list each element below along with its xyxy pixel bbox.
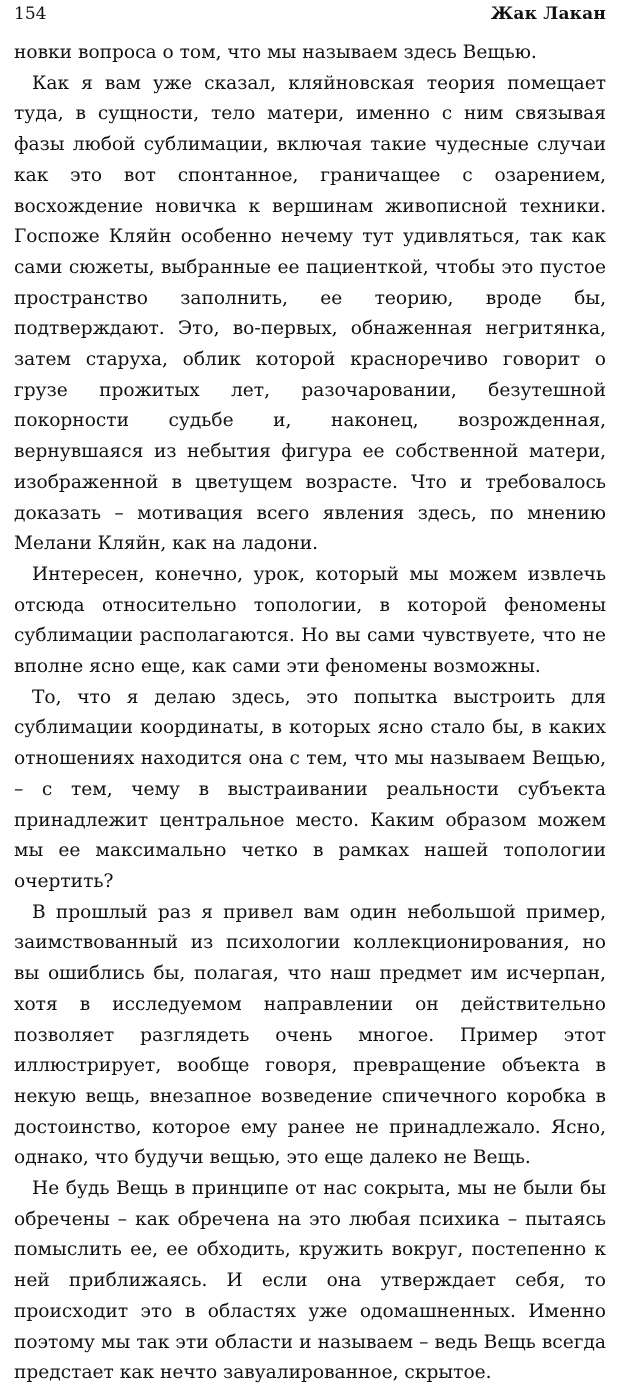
- paragraph-continuation: новки вопроса о том, что мы называем здесь Вещью.: [14, 42, 537, 63]
- body-text: [14, 38, 606, 1389]
- paragraph: Не будь Вещь в принципе от нас сокрыта, мы не были бы обречены – как обречена на это любая психика – пытаясь помыслить ее, ее обходить, кружить вокруг, постепенно к ней приближаясь. И если она утверждает себя, то происходит это в областях уже одомашненных. Именно поэтому мы так эти области и называем – ведь Вещь всегда предстает как нечто завуалированное, скрытое.: [14, 1178, 606, 1384]
- paragraph: Как я вам уже сказал, кляйновская теория помещает туда, в сущности, тело матери, именно с ним связывая фазы любой сублимации, включая такие чудесные случаи как это вот спонтанное, граничащее с озарением, восхождение новичка к вершинам живописной техники. Госпоже Кляйн особенно нечему тут удивляться, так как сами сюжеты, выбранные ее пациенткой, чтобы это пустое пространство заполнить, ее теорию, вроде бы, подтверждают. Это, во-первых, обнаженная негритянка, затем старуха, облик которой красноречиво говорит о грузе прожитых лет, разочаровании, безутешной покорности судьбе и, наконец, возрожденная, вернувшаяся из небытия фигура ее собственной матери, изображенной в цветущем возрасте. Что и требовалось доказать – мотивация всего явления здесь, по мнению Мелани Кляйн, как на ладони.: [14, 72, 606, 555]
- paragraph: В прошлый раз я привел вам один небольшой пример, заимствованный из психологии коллекционирования, но вы ошиблись бы, полагая, что наш предмет им исчерпан, хотя в исследуемом направлении он действительно позволяет разглядеть очень многое. Пример этот иллюстрирует, вообще говоря, превращение объекта в некую вещь, внезапное возведение спичечного коробка в достоинство, которое ему ранее не принадлежало. Ясно, однако, что будучи вещью, это еще далеко не Вещь.: [14, 901, 606, 1169]
- paragraph: Интересен, конечно, урок, который мы можем извлечь отсюда относительно топологии, в которой феномены сублимации располагаются. Но вы сами чувствуете, что не вполне ясно еще, как сами эти феномены возможны.: [14, 563, 606, 678]
- page-number: 154: [14, 4, 47, 24]
- paragraph: То, что я делаю здесь, это попытка выстроить для сублимации координаты, в которых ясно стало бы, в каких отношениях находится она с тем, что мы называем Вещью, – с тем, чему в выстраивании реальности субъекта принадлежит центральное место. Каким образом можем мы ее максимально четко в рамках нашей топологии очертить?: [14, 686, 606, 892]
- running-title: Жак Лакан: [490, 4, 606, 24]
- page-header: [14, 4, 606, 28]
